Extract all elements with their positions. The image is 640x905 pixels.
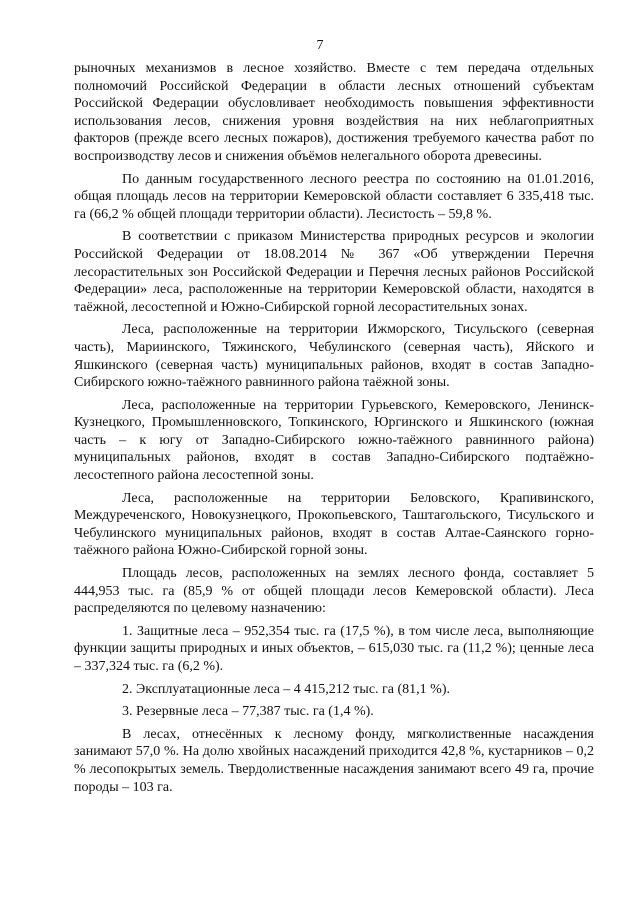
list-item-reserve-forests: 3. Резервные леса – 77,387 тыс. га (1,4 %).: [122, 704, 374, 720]
paragraph-forest-area: По данным государственного лесного реестра по состоянию на 01.01.2016, общая площадь лесов на территории Кемеровской области составляет 6 335,418 тыс. га (66,2 % общей площади территории области). Лесистость – 59,8 %.: [74, 171, 594, 222]
list-item-protective-forests: 1. Защитные леса – 952,354 тыс. га (17,5 %), в том числе леса, выполняющие функции защиты природных и иных объектов, – 615,030 тыс. га (11,2 %); ценные леса – 337,324 тыс. га (6,2 %).: [74, 623, 594, 674]
paragraph-continuation: рыночных механизмов в лесное хозяйство. Вместе с тем передача отдельных полномочий Российской Федерации в области лесных отношений субъектам Российской Федерации обусловливает необходимость повышения эффективности использования лесов, снижения уровня воздействия на них неблагоприятных факторов (прежде всего лесных пожаров), достижения требуемого качества работ по воспроизводству лесов и снижения объёмов нелегального оборота древесины.: [74, 61, 594, 164]
paragraph-forest-steppe-zone: Леса, расположенные на территории Гурьевского, Кемеровского, Ленинск-Кузнецкого, Промышленновского, Топкинского, Юргинского и Яшкинского (южная часть – к югу от Западно-Сибирского южно-таёжного равнинного района) муниципальных районов, входят в состав Западно-Сибирского подтаёжно-лесостепного района лесостепной зоны.: [74, 397, 594, 484]
paragraph-taiga-zone: Леса, расположенные на территории Ижморского, Тисульского (северная часть), Мариинского, Тяжинского, Чебулинского (северная часть), Яйского и Яшкинского (северная часть) муниципальных районов, входят в состав Западно-Сибирского южно-таёжного равнинного района таёжной зоны.: [74, 322, 594, 391]
page-number: 7: [316, 38, 324, 53]
list-item-operational-forests: 2. Эксплуатационные леса – 4 415,212 тыс. га (81,1 %).: [122, 681, 450, 697]
paragraph-forest-fund-area: Площадь лесов, расположенных на землях лесного фонда, составляет 5 444,953 тыс. га (85,9 % от общей площади лесов Кемеровской области). Леса распределяются по целевому назначению:: [74, 566, 594, 617]
paragraph-mountain-zone: Леса, расположенные на территории Беловского, Крапивинского, Междуреченского, Новокузнецкого, Прокопьевского, Таштагольского, Тисульского и Чебулинского муниципальных районов, входят в состав Алтае-Саянского горно-таёжного района Южно-Сибирской горной зоны.: [74, 490, 594, 559]
document-body: [74, 60, 594, 796]
paragraph-forest-zones: В соответствии с приказом Министерства природных ресурсов и экологии Российской Федерации от 18.08.2014 № 367 «Об утверждении Перечня лесорастительных зон Российской Федерации и Перечня лесных районов Российской Федерации» леса, расположенные на территории Кемеровской области, находятся в таёжной, лесостепной и Южно-Сибирской горной лесорастительных зонах.: [74, 229, 594, 315]
paragraph-species-composition: В лесах, отнесённых к лесному фонду, мягколиственные насаждения занимают 57,0 %. На долю хвойных насаждений приходится 42,8 %, кустарников – 0,2 % лесопокрытых земель. Твердолиственные насаждения занимают всего 49 га, прочие породы – 103 га.: [74, 726, 594, 795]
